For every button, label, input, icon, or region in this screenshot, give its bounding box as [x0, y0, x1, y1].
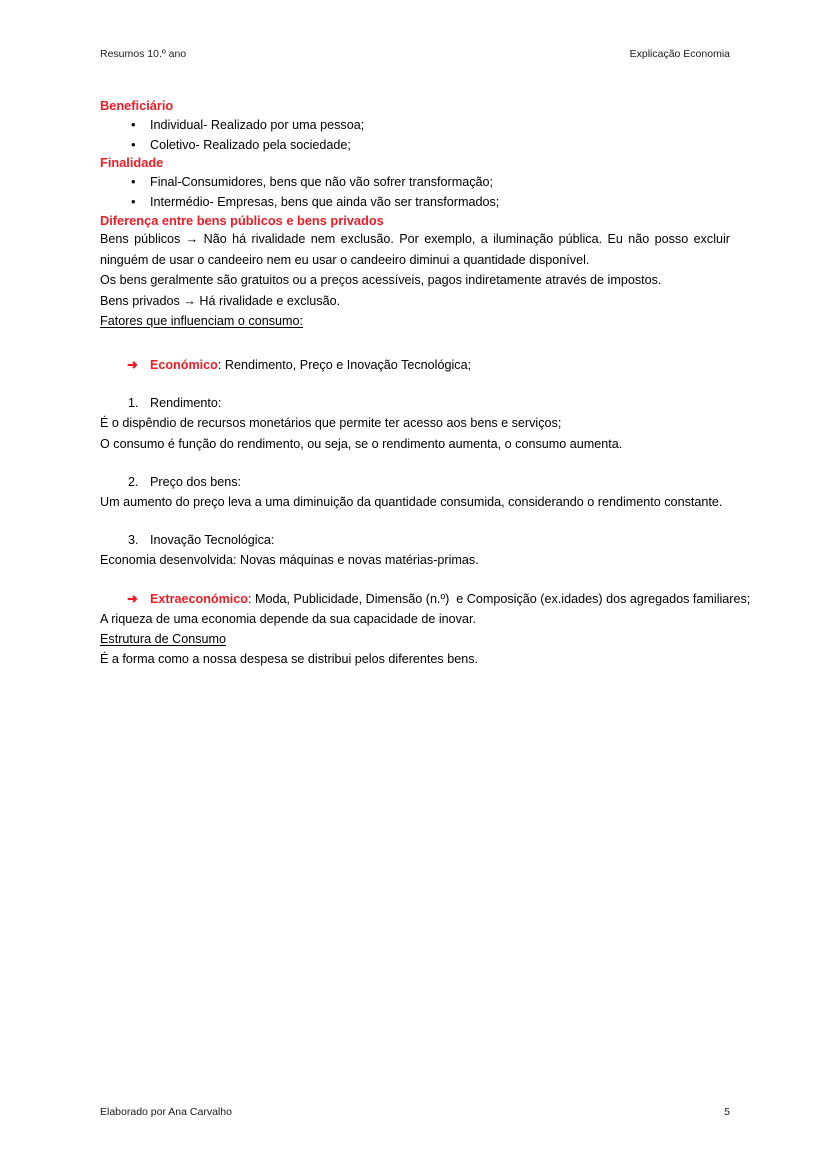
running-footer	[100, 1106, 730, 1119]
numbered-item-1	[100, 393, 730, 413]
arrow-item-extraeconomico	[100, 589, 751, 609]
numbered-item-1-number: 1.	[128, 396, 139, 411]
numbered-item-1-line-1: É o dispêndio de recursos monetários que permite ter acesso aos bens e serviços;	[100, 416, 562, 431]
numbered-item-1-line-2: O consumo é função do rendimento, ou seja, se o rendimento aumenta, o consumo aumenta.	[100, 436, 623, 451]
numbered-item-3-number: 3.	[128, 533, 139, 548]
arrow-item-text: : Rendimento, Preço e Inovação Tecnológica;	[217, 358, 472, 373]
numbered-item-2-number: 2.	[128, 474, 139, 489]
heading-finalidade: Finalidade	[100, 155, 164, 171]
paragraph-bens-publicos: Bens públicos → Não há rivalidade nem exclusão. Por exemplo, a iluminação pública. Eu não posso excluir ninguém de usar o candeeiro nem eu usar o candeeiro diminui a quantidade disponível.	[100, 232, 730, 267]
list-beneficiario	[100, 115, 730, 156]
document-body	[100, 98, 751, 669]
numbered-item-3-title: Inovação Tecnológica:	[150, 533, 275, 548]
numbered-item-2	[100, 472, 730, 492]
arrow-item-label: Económico	[150, 358, 218, 373]
heading-fatores-consumo-text: Fatores que influenciam o consumo:	[100, 314, 304, 328]
paragraph-estrutura-consumo: É a forma como a nossa despesa se distribui pelos diferentes bens.	[100, 651, 479, 666]
heading-diferenca-bens: Diferença entre bens públicos e bens privados	[100, 212, 384, 228]
numbered-item-3-line-1: Economia desenvolvida: Novas máquinas e novas matérias-primas.	[100, 553, 479, 568]
list-item: • Final-Consumidores, bens que não vão sofrer transformação;	[100, 172, 730, 192]
footer-author: Elaborado por Ana Carvalho	[100, 1106, 232, 1119]
header-left-text: Resumos 10.º ano	[100, 48, 187, 60]
paragraph-bens-gratuitos: Os bens geralmente são gratuitos ou a preços acessíveis, pagos indiretamente através de impostos.	[100, 273, 662, 288]
header-right-text: Explicação Economia	[629, 48, 730, 60]
arrow-item-text: : Moda, Publicidade, Dimensão (n.º) e Composição (ex.idades) dos agregados familiares;	[247, 591, 751, 606]
arrow-item-economico	[100, 355, 730, 375]
heading-beneficiario: Beneficiário	[100, 98, 174, 113]
list-item: • Intermédio- Empresas, bens que ainda vão ser transformados;	[100, 192, 730, 212]
footer-page-number: 5	[724, 1106, 730, 1119]
running-header	[100, 48, 730, 61]
numbered-item-3	[100, 530, 730, 550]
list-finalidade	[100, 172, 730, 213]
arrow-item-label: Extraeconómico	[150, 591, 248, 606]
list-item: • Coletivo- Realizado pela sociedade;	[100, 135, 730, 155]
paragraph-bens-privados: Bens privados → Há rivalidade e exclusão.	[100, 293, 341, 308]
numbered-item-2-title: Preço dos bens:	[150, 474, 242, 489]
numbered-item-2-line-1: Um aumento do preço leva a uma diminuição da quantidade consumida, considerando o rendimento constante.	[100, 494, 723, 509]
list-item: • Individual- Realizado por uma pessoa;	[100, 115, 730, 135]
numbered-item-1-title: Rendimento:	[150, 396, 222, 411]
heading-estrutura-consumo-text: Estrutura de Consumo	[100, 631, 226, 646]
arrow-right-icon: ➜	[127, 590, 138, 606]
heading-estrutura-consumo	[100, 629, 730, 649]
paragraph-riqueza: A riqueza de uma economia depende da sua capacidade de inovar.	[100, 611, 476, 626]
heading-fatores-consumo	[100, 311, 730, 331]
arrow-right-icon: ➜	[127, 357, 138, 373]
